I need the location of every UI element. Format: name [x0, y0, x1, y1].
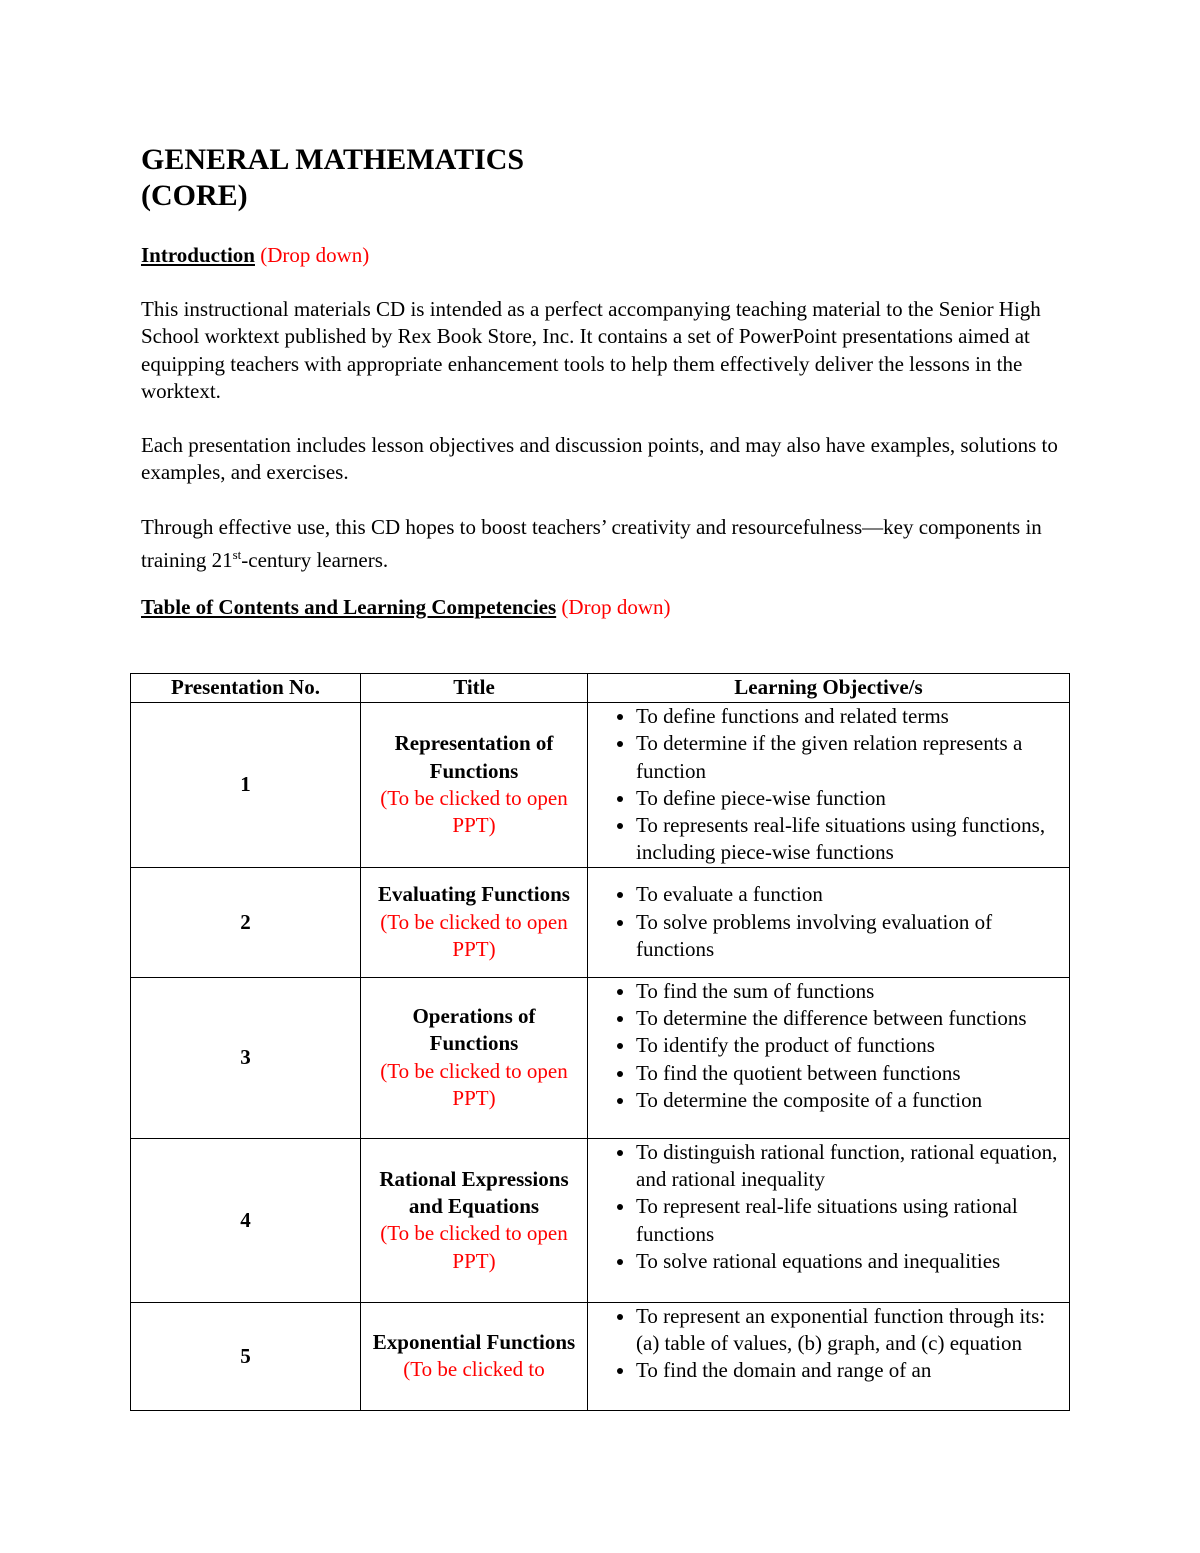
para3-after: -century learners. — [241, 548, 389, 573]
table-row — [131, 1302, 1070, 1410]
objective-item: • To find the sum of functions — [636, 978, 1063, 1005]
row-objectives — [588, 977, 1070, 1138]
objective-item: • To distinguish rational function, rational equation, and rational inequality — [636, 1139, 1063, 1194]
open-ppt-link[interactable]: (To be clicked to open PPT) — [380, 1221, 568, 1273]
row-number: 2 — [131, 867, 361, 977]
row-number: 4 — [131, 1138, 361, 1302]
objectives-list — [594, 881, 1063, 963]
open-ppt-link[interactable]: (To be clicked to open PPT) — [380, 785, 568, 838]
contents-table — [130, 673, 1070, 1411]
objective-item: • To represents real-life situations using functions, including piece-wise functions — [636, 812, 1063, 867]
open-ppt-link[interactable]: (To be clicked to open PPT) — [380, 1058, 568, 1111]
intro-body — [141, 296, 1081, 601]
objective-item: • To evaluate a function — [636, 881, 1063, 908]
objectives-list — [594, 1303, 1063, 1385]
para3-before: Through effective use, this CD hopes to boost teachers’ creativity and resourcefulness—key components in training 21 — [141, 514, 1042, 573]
title-line-1: GENERAL MATHEMATICS — [141, 143, 525, 176]
objective-item: • To find the domain and range of an — [636, 1357, 1063, 1384]
row-number: 5 — [131, 1302, 361, 1410]
objectives-list — [594, 978, 1063, 1114]
intro-paragraph-1: This instructional materials CD is intended as a perfect accompanying teaching material to the Senior High School worktext published by Rex Book Store, Inc. It contains a set of PowerPoint presentations aimed at equipping teachers with appropriate enhancement tools to help them effectively deliver the lessons in the worktext. — [141, 297, 1041, 403]
row-objectives — [588, 703, 1070, 868]
row-title-cell — [361, 977, 588, 1138]
objective-item: • To determine the difference between functions — [636, 1005, 1063, 1032]
objective-item: • To determine the composite of a function — [636, 1087, 1063, 1114]
row-number: 3 — [131, 977, 361, 1138]
header-title: Title — [361, 674, 588, 703]
title-line-2: (CORE) — [141, 179, 248, 212]
table-header-row — [131, 674, 1070, 703]
intro-heading-row — [141, 242, 1081, 269]
table-row — [131, 867, 1070, 977]
objective-item: • To represent an exponential function through its: (a) table of values, (b) graph, and (c) equation — [636, 1303, 1063, 1358]
row-objectives — [588, 1138, 1070, 1302]
objective-item: • To define functions and related terms — [636, 703, 1063, 730]
table-row — [131, 1138, 1070, 1302]
row-title: Representation of Functions — [394, 731, 554, 783]
intro-paragraph-2: Each presentation includes lesson objectives and discussion points, and may also have examples, solutions to examples, and exercises. — [141, 433, 1058, 485]
row-title: Exponential Functions — [372, 1329, 576, 1354]
header-presentation-no: Presentation No. — [131, 674, 361, 703]
row-objectives — [588, 867, 1070, 977]
row-title: Operations of Functions — [412, 1004, 536, 1056]
objective-item: • To find the quotient between functions — [636, 1060, 1063, 1087]
row-title-cell — [361, 1302, 588, 1410]
objective-item: • To solve rational equations and inequalities — [636, 1248, 1063, 1275]
objective-item: • To determine if the given relation represents a function — [636, 730, 1063, 785]
table-row — [131, 703, 1070, 868]
para3-superscript: st — [232, 547, 242, 563]
intro-dropdown[interactable]: (Drop down) — [260, 243, 370, 267]
row-number: 1 — [131, 703, 361, 868]
open-ppt-link[interactable]: (To be clicked to open PPT) — [380, 909, 568, 961]
row-title: Rational Expressions and Equations — [379, 1166, 569, 1218]
table-row — [131, 977, 1070, 1138]
intro-heading: Introduction — [141, 243, 255, 267]
objectives-list — [594, 703, 1063, 867]
open-ppt-link[interactable]: (To be clicked to — [403, 1357, 545, 1382]
row-objectives — [588, 1302, 1070, 1410]
row-title-cell — [361, 703, 588, 868]
intro-paragraph-3 — [141, 514, 1081, 575]
toc-dropdown[interactable]: (Drop down) — [561, 595, 671, 619]
row-title: Evaluating Functions — [378, 882, 570, 907]
header-learning-objectives: Learning Objective/s — [588, 674, 1070, 703]
objective-item: • To solve problems involving evaluation of functions — [636, 909, 1063, 964]
toc-heading-row — [141, 594, 1081, 621]
row-title-cell — [361, 1138, 588, 1302]
objectives-list — [594, 1139, 1063, 1275]
row-title-cell — [361, 867, 588, 977]
objective-item: • To identify the product of functions — [636, 1032, 1063, 1059]
objective-item: • To define piece-wise function — [636, 785, 1063, 812]
objective-item: • To represent real-life situations using rational functions — [636, 1193, 1063, 1248]
toc-heading: Table of Contents and Learning Competencies — [141, 595, 557, 619]
document-title — [141, 142, 524, 214]
